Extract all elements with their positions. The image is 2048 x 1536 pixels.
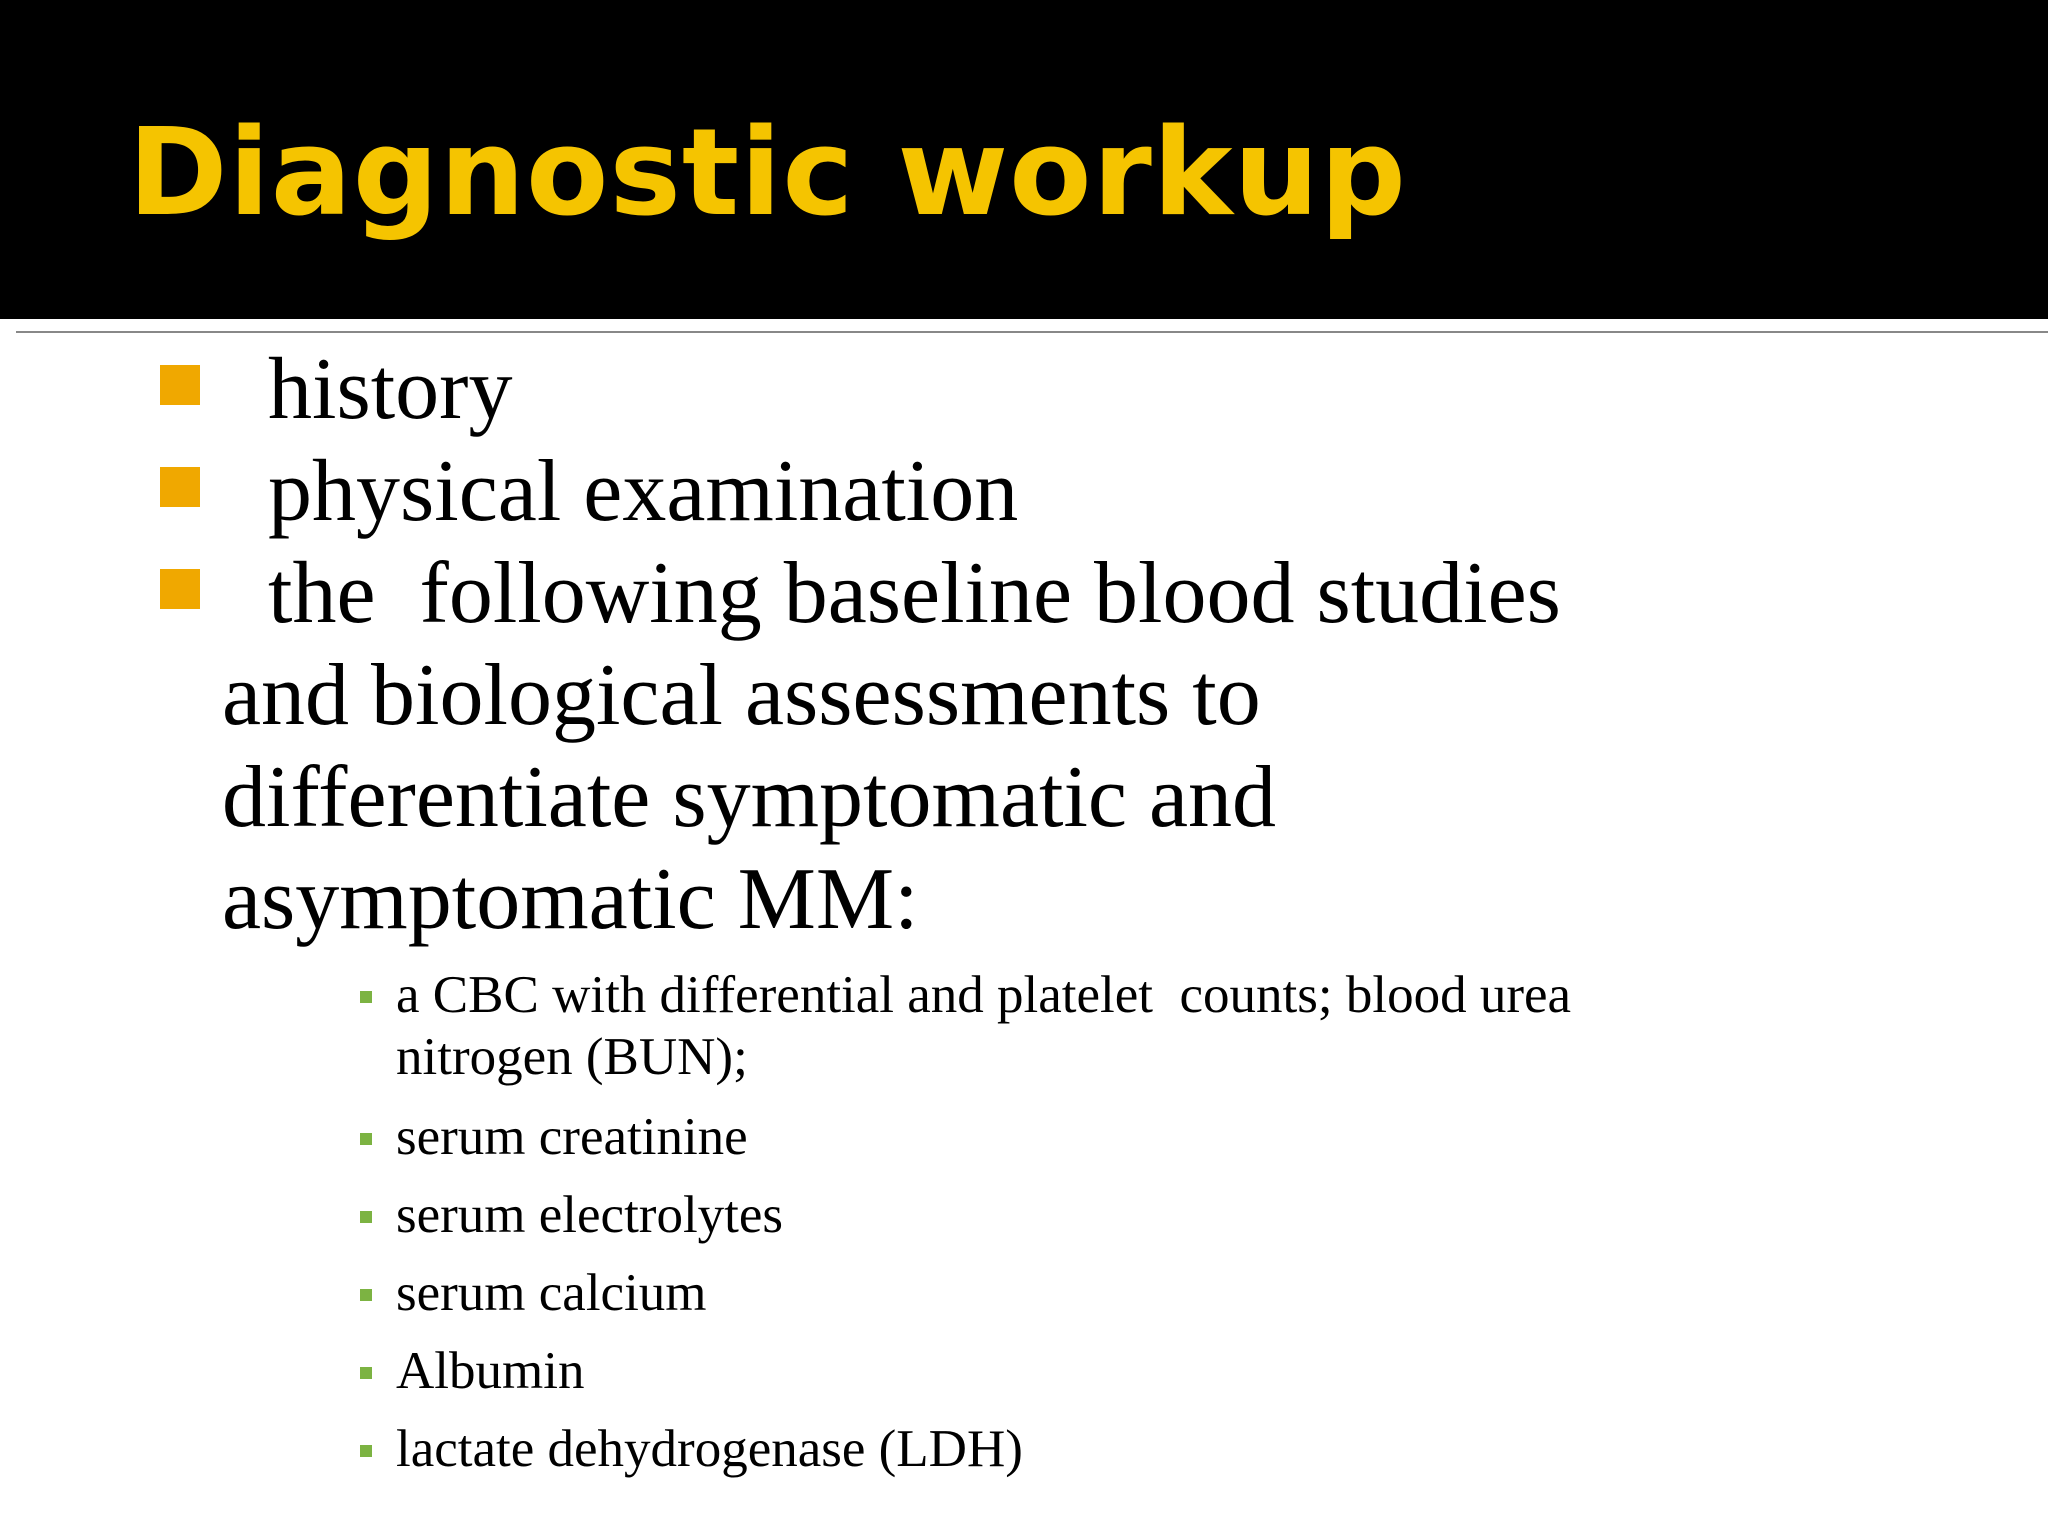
square-bullet-icon	[160, 569, 200, 609]
square-bullet-icon	[360, 1445, 372, 1457]
square-bullet-icon	[160, 365, 200, 405]
list-item-continuation: differentiate symptomatic and	[222, 749, 1277, 846]
square-bullet-icon	[360, 1211, 372, 1223]
title-bar	[0, 0, 2048, 319]
list-item-text: history	[268, 341, 513, 438]
sub-list-item-text: serum electrolytes	[396, 1186, 784, 1244]
square-bullet-icon	[360, 1133, 372, 1145]
title-divider	[16, 331, 2048, 333]
list-item-continuation: and biological assessments to	[222, 647, 1261, 744]
sub-list-item-text: Albumin	[396, 1342, 585, 1400]
sub-list-item-text: nitrogen (BUN);	[396, 1028, 748, 1086]
list-item-continuation: asymptomatic MM:	[222, 851, 919, 948]
sub-list-item-text: serum creatinine	[396, 1108, 748, 1166]
square-bullet-icon	[360, 1289, 372, 1301]
sub-list-item-text: a CBC with differential and platelet counts; blood urea	[396, 966, 1572, 1024]
sub-list-item-text: lactate dehydrogenase (LDH)	[396, 1420, 1023, 1478]
slide-title: Diagnostic workup	[128, 104, 1407, 243]
square-bullet-icon	[360, 991, 372, 1003]
list-item-text: physical examination	[268, 443, 1019, 540]
list-item-text: the following baseline blood studies	[268, 545, 1561, 642]
square-bullet-icon	[360, 1367, 372, 1379]
square-bullet-icon	[160, 467, 200, 507]
sub-list-item-text: serum calcium	[396, 1264, 707, 1322]
